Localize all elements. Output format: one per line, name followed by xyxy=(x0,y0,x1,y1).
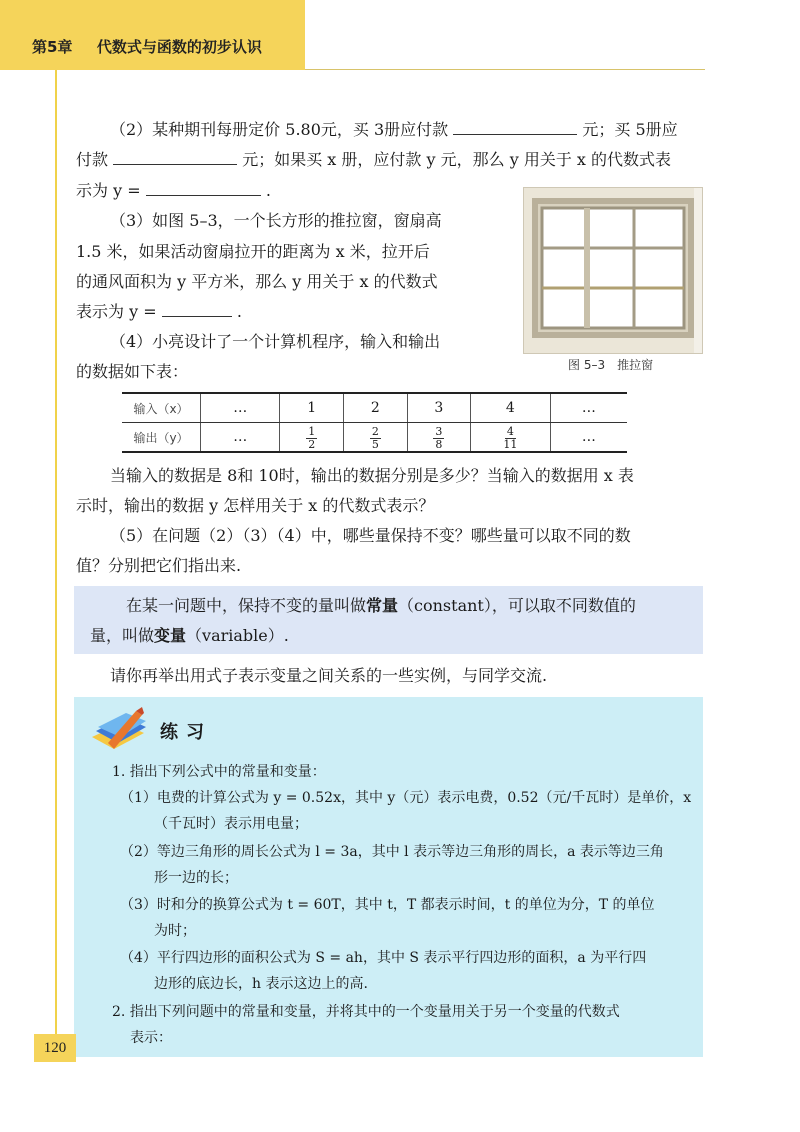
fraction: $\frac{2}{5}$ xyxy=(371,425,379,451)
output-row xyxy=(122,423,627,453)
page-number: 120 xyxy=(34,1034,76,1062)
output-cell xyxy=(471,423,550,453)
input-cell: 2 xyxy=(344,393,408,423)
fraction: $\frac{4}{11}$ xyxy=(503,425,518,451)
input-cell: 4 xyxy=(471,393,550,423)
q4-follow-line1: 当输入的数据是 8和 10时，输出的数据分别是多少？当输入的数据用 x 表 xyxy=(110,466,634,485)
exercise-sub4-line2: 边形的底边长，h 表示这边上的高. xyxy=(154,976,368,992)
q2-line2: 付款 元；如果买 x 册，应付款 y 元，那么 y 用关于 x 的代数式表 xyxy=(76,146,671,174)
exercise-sub2-line2: 形一边的长； xyxy=(154,870,238,886)
q5-line1: （5）在问题（2）（3）（4）中，哪些量保持不变？哪些量可以取不同的数 xyxy=(110,526,631,545)
q3-line3: 的通风面积为 y 平方米，那么 y 用关于 x 的代数式 xyxy=(76,272,438,291)
q2-line1: （2）某种期刊每册定价 5.80元，买 3册应付款 元；买 5册应 xyxy=(110,116,678,144)
exercise-item-1: 1. 指出下列公式中的常量和变量： xyxy=(112,764,326,780)
input-cell: … xyxy=(201,393,280,423)
q3-line1: （3）如图 5–3，一个长方形的推拉窗，窗扇高 xyxy=(110,211,442,230)
input-output-table xyxy=(122,392,627,453)
input-cell: 1 xyxy=(280,393,344,423)
sliding-window-photo xyxy=(524,188,702,353)
input-cell: 3 xyxy=(407,393,471,423)
output-cell xyxy=(344,423,408,453)
term-variable: 变量 xyxy=(154,626,187,645)
q3-line4: 表示为 y = . xyxy=(76,298,242,326)
q2-line3: 示为 y = . xyxy=(76,177,271,205)
output-label: 输出（y） xyxy=(122,423,201,453)
header-divider xyxy=(305,69,705,70)
exercise-sub3-line1: （3）时和分的换算公式为 t = 60T，其中 t，T 都表示时间，t 的单位为分，T 的单位 xyxy=(120,897,655,913)
input-label: 输入（x） xyxy=(122,393,201,423)
q3-line2: 1.5 米，如果活动窗扇拉开的距离为 x 米，拉开后 xyxy=(76,242,430,261)
exercise-sub4-line1: （4）平行四边形的面积公式为 S = ah，其中 S 表示平行四边形的面积，a 为平行四 xyxy=(120,950,647,966)
q4-line1: （4）小亮设计了一个计算机程序，输入和输出 xyxy=(110,332,441,351)
fraction: $\frac{1}{2}$ xyxy=(308,425,316,451)
exercise-sub2-line1: （2）等边三角形的周长公式为 l = 3a，其中 l 表示等边三角形的周长，a 表示等边三角 xyxy=(120,844,664,860)
definition-line2: 量，叫做变量（variable）. xyxy=(90,626,289,645)
exercise-sub3-line2: 为时； xyxy=(154,923,196,939)
exercise-sub1-line1: （1）电费的计算公式为 y = 0.52x，其中 y（元）表示电费，0.52（元/千瓦时）是单价，x xyxy=(120,790,692,806)
output-cell xyxy=(407,423,471,453)
q5-line2: 值？分别把它们指出来. xyxy=(76,556,242,575)
input-cell: … xyxy=(550,393,627,423)
definition-line1: 在某一问题中，保持不变的量叫做常量（constant），可以取不同数值的 xyxy=(126,596,636,615)
input-row xyxy=(122,393,627,423)
output-cell: … xyxy=(201,423,280,453)
exercise-item-2-line1: 2. 指出下列问题中的常量和变量，并将其中的一个变量用关于另一个变量的代数式 xyxy=(112,1004,620,1020)
chapter-number: 第5章 xyxy=(32,38,73,56)
term-constant: 常量 xyxy=(366,596,399,615)
chapter-header xyxy=(32,36,262,57)
exercise-title: 练习 xyxy=(160,722,212,743)
margin-line xyxy=(55,70,57,1035)
chapter-title: 代数式与函数的初步认识 xyxy=(96,38,262,56)
figure-caption: 图 5–3 推拉窗 xyxy=(568,358,654,372)
fraction: $\frac{3}{8}$ xyxy=(435,425,443,451)
chapter-header-bar xyxy=(0,0,305,70)
exercise-item-2-line2: 表示： xyxy=(130,1030,172,1046)
q4-follow-line2: 示时，输出的数据 y 怎样用关于 x 的代数式表示？ xyxy=(76,496,435,515)
book-pencil-icon xyxy=(86,703,154,759)
discussion-prompt: 请你再举出用式子表示变量之间关系的一些实例，与同学交流. xyxy=(110,666,548,685)
output-cell xyxy=(280,423,344,453)
output-cell: … xyxy=(550,423,627,453)
exercise-sub1-line2: （千瓦时）表示用电量； xyxy=(154,816,308,832)
q4-line2: 的数据如下表： xyxy=(76,362,189,381)
